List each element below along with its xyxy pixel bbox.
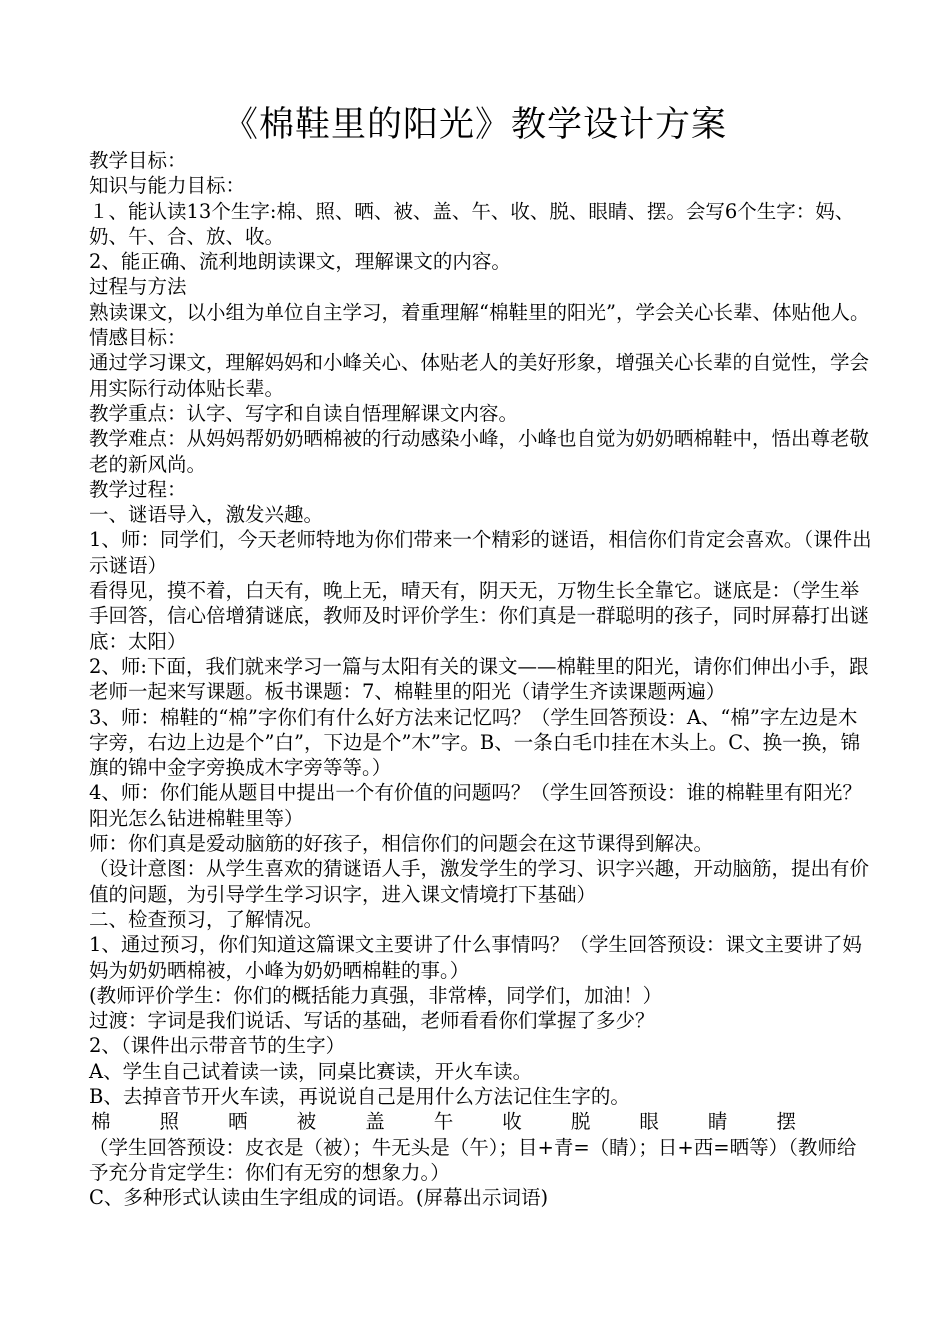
paragraph: 师：你们真是爱动脑筋的好孩子，相信你们的问题会在这节课得到解决。 <box>89 832 714 856</box>
character: 被 <box>296 1110 317 1134</box>
paragraph: A、学生自己试着读一读，同桌比赛读，开火车读。 <box>89 1059 533 1083</box>
paragraph: 1、师：同学们，今天老师特地为你们带来一个精彩的谜语，相信你们肯定会喜欢。（课件出示谜语） <box>89 528 872 577</box>
character: 脱 <box>570 1110 591 1134</box>
paragraph: 过程与方法 <box>89 275 187 299</box>
paragraph: 2、（课件出示带音节的生字） <box>89 1034 346 1058</box>
paragraph: 熟读课文，以小组为单位自主学习，着重理解“棉鞋里的阳光”，学会关心长辈、体贴他人。 <box>89 300 870 324</box>
character: 午 <box>433 1110 454 1134</box>
paragraph: 教学难点：从妈妈帮奶奶晒棉被的行动感染小峰，小峰也自觉为奶奶晒棉鞋中，悟出尊老敬老的新风尚。 <box>89 427 870 476</box>
paragraph: 1、通过预习，你们知道这篇课文主要讲了什么事情吗？（学生回答预设：课文主要讲了妈妈为奶奶晒棉被，小峰为奶奶晒棉鞋的事。） <box>89 933 862 982</box>
paragraph: 通过学习课文，理解妈妈和小峰关心、体贴老人的美好形象，增强关心长辈的自觉性，学会用实际行动体贴长辈。 <box>89 351 870 400</box>
character: 摆 <box>776 1110 796 1134</box>
character: 棉 <box>91 1110 111 1134</box>
paragraph: （设计意图：从学生喜欢的猜谜语人手，激发学生的学习、识字兴趣，开动脑筋，提出有价值的问题，为引导学生学习识字，进入课文情境打下基础） <box>89 857 870 906</box>
paragraph: 二、检查预习，了解情况。 <box>89 907 324 931</box>
paragraph: （学生回答预设：皮衣是（被）；牛无头是（午）；目+青=（睛）；日+西=晒等）（教师给予充分肯定学生：你们有无穷的想象力。） <box>89 1135 857 1184</box>
paragraph: 2、能正确、流利地朗读课文，理解课文的内容。 <box>89 250 511 274</box>
paragraph: 知识与能力目标： <box>89 174 246 198</box>
paragraph: (教师评价学生：你们的概括能力真强，非常棒，同学们，加油！） <box>89 983 663 1007</box>
paragraph: 看得见，摸不着，白天有，晚上无，晴天有，阴天无，万物生长全靠它。谜底是：（学生举手回答，信心倍增猜谜底，教师及时评价学生：你们真是一群聪明的孩子，同时屏幕打出谜底：太阳） <box>89 579 870 653</box>
character: 收 <box>502 1110 522 1134</box>
new-characters-row <box>89 1109 796 1134</box>
paragraph: 情感目标： <box>89 326 187 350</box>
character: 照 <box>159 1110 180 1134</box>
character: 晒 <box>228 1110 248 1134</box>
paragraph: 教学目标： <box>89 149 187 172</box>
paragraph: 3、师：棉鞋的“棉”字你们有什么好方法来记忆吗？（学生回答预设：A、“棉”字左边是木字旁，右边上边是个”白”，下边是个”木”字。B、一条白毛巾挂在木头上。C、换一换，锦旗的锦中金字旁换成木字旁等等。） <box>89 705 861 780</box>
paragraph: C、多种形式认读由生字组成的词语。(屏幕出示词语) <box>89 1186 549 1210</box>
paragraph: B、去掉音节开火车读，再说说自己是用什么方法记住生字的。 <box>89 1084 630 1108</box>
character: 睛 <box>707 1110 728 1134</box>
paragraph: 教学过程： <box>89 477 187 501</box>
document-body <box>89 148 874 1210</box>
paragraph: 教学重点：认字、写字和自读自悟理解课文内容。 <box>89 401 519 425</box>
document-title: 《棉鞋里的阳光》教学设计方案 <box>222 105 727 145</box>
character: 眼 <box>639 1110 659 1134</box>
paragraph: 4、师：你们能从题目中提出一个有价值的问题吗？（学生回答预设：谁的棉鞋里有阳光？阳光怎么钻进棉鞋里等） <box>89 781 862 830</box>
paragraph: １、能认读13个生字:棉、照、晒、被、盖、午、收、脱、眼睛、摆。会写6个生字：妈、奶、午、合、放、收。 <box>89 199 855 248</box>
paragraph: 过渡：字词是我们说话、写话的基础，老师看看你们掌握了多少？ <box>89 1009 655 1033</box>
paragraph: 一、谜语导入，激发兴趣。 <box>89 503 324 527</box>
character: 盖 <box>365 1110 385 1134</box>
paragraph: 2、师:下面，我们就来学习一篇与太阳有关的课文——棉鞋里的阳光，请你们伸出小手，跟老师一起来写课题。板书课题：7、棉鞋里的阳光（请学生齐读课题两遍） <box>89 654 869 704</box>
